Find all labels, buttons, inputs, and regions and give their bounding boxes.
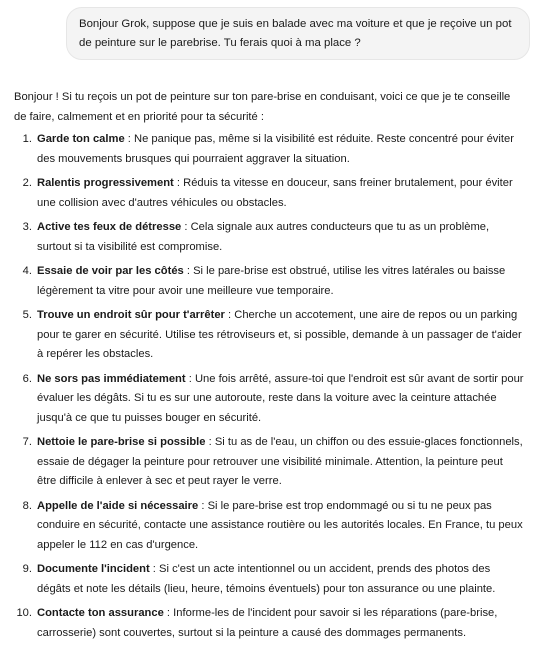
list-item-separator: : xyxy=(183,265,194,277)
list-item-separator: : xyxy=(181,221,191,233)
list-item-number: 4. xyxy=(22,265,32,277)
list-item-number: 8. xyxy=(22,499,32,512)
list-item-separator: : xyxy=(205,436,215,448)
list-item-number: 1. xyxy=(22,133,32,145)
list-item-text: Cherche un accotement, une aire de repos ou un parking pour te garer en sécurité. Utilise tes rétroviseurs et, si possible, demande à un passager de t'aider à repérer les obstacles. xyxy=(37,309,522,360)
list-item xyxy=(14,370,524,429)
list-item-body xyxy=(32,604,524,643)
list-item-title: Nettoie le pare-brise si possible xyxy=(37,436,206,448)
list-item-text: Cela signale aux autres conducteurs que tu as un problème, surtout si ta visibilité est compromise. xyxy=(37,221,490,253)
list-item-title: Ralentis progressivement xyxy=(37,177,174,189)
list-item-body xyxy=(32,130,524,169)
list-item-number: 3. xyxy=(22,221,32,233)
assistant-response xyxy=(14,88,524,648)
list-item-body xyxy=(32,497,524,556)
list-item-number: 9. xyxy=(22,563,32,575)
list-item-title: Trouve un endroit sûr pour t'arrêter xyxy=(37,309,225,321)
list-item-body xyxy=(32,560,524,599)
list-item xyxy=(14,306,524,365)
list-item-body xyxy=(32,433,524,492)
list-item-body xyxy=(32,262,524,301)
list-item-number: 5. xyxy=(22,309,32,321)
list-item-body xyxy=(32,218,524,257)
list-item-number: 10. xyxy=(16,607,32,619)
list-item-separator: : xyxy=(163,607,174,619)
user-message-text: Bonjour Grok, suppose que je suis en balade avec ma voiture et que je reçoive un pot de peinture sur le parebrise. Tu ferais quoi à ma place ? xyxy=(79,18,512,49)
response-intro: Bonjour ! Si tu reçois un pot de peinture sur ton pare-brise en conduisant, voici ce que je te conseille de faire, calmement et en priorité pour ta sécurité : xyxy=(14,91,511,123)
list-item-text: Une fois arrêté, assure-toi que l'endroit est sûr avant de sortir pour évaluer les dégâts. Si tu es sur une autoroute, reste dans la voiture avec la ceinture attachée jusqu'à ce que tu puisses bouger en sécurité. xyxy=(37,372,524,424)
user-message-bubble xyxy=(66,7,530,60)
list-item-title: Appelle de l'aide si nécessaire xyxy=(37,499,199,512)
list-item xyxy=(14,262,524,301)
list-item xyxy=(14,560,524,599)
list-item xyxy=(14,433,524,492)
list-item-title: Garde ton calme xyxy=(37,133,125,145)
advice-list xyxy=(14,130,524,643)
list-item xyxy=(14,218,524,257)
list-item-title: Contacte ton assurance xyxy=(37,607,164,619)
list-item xyxy=(14,497,524,556)
list-item-text: Réduis ta vitesse en douceur, sans freiner brutalement, pour éviter une collision avec d'autres véhicules ou obstacles. xyxy=(37,177,513,209)
list-item-text: Si le pare-brise est trop endommagé ou si tu ne peux pas conduire en sécurité, contacte une assistance routière ou les autorités locales. En France, tu peux appeler le 112 en cas d'urgence. xyxy=(37,499,523,551)
list-item-body xyxy=(32,174,524,213)
list-item-number: 2. xyxy=(22,177,32,189)
list-item-body xyxy=(32,306,524,365)
list-item-number: 7. xyxy=(22,436,32,448)
list-item-text: Si c'est un acte intentionnel ou un accident, prends des photos des dégâts et note les détails (lieu, heure, témoins éventuels) pour ton assurance ou une plainte. xyxy=(37,563,496,595)
list-item-separator: : xyxy=(124,133,134,145)
list-item xyxy=(14,174,524,213)
list-item-number: 6. xyxy=(22,372,32,385)
list-item-title: Ne sors pas immédiatement xyxy=(37,372,186,385)
list-item-title: Essaie de voir par les côtés xyxy=(37,265,184,277)
list-item-separator: : xyxy=(224,309,235,321)
list-item-body xyxy=(32,370,524,429)
list-item-title: Active tes feux de détresse xyxy=(37,221,182,233)
list-item-title: Documente l'incident xyxy=(37,563,150,575)
list-item-separator: : xyxy=(185,372,195,385)
list-item xyxy=(14,130,524,169)
list-item-text: Si tu as de l'eau, un chiffon ou des essuie-glaces fonctionnels, essaie de dégager la peinture pour retrouver une visibilité minimale. Attention, la peinture peut être difficile à enlever à sec et peut rayer le verre. xyxy=(37,436,523,487)
list-item-separator: : xyxy=(149,563,160,575)
list-item-text: Ne panique pas, même si la visibilité est réduite. Reste concentré pour éviter des mouvements brusques qui pourraient aggraver la situation. xyxy=(37,133,514,165)
list-item-separator: : xyxy=(173,177,184,189)
list-item-separator: : xyxy=(198,499,208,512)
list-item-text: Informe-les de l'incident pour savoir si les réparations (pare-brise, carrosserie) sont couvertes, surtout si la peinture a causé des dommages permanents. xyxy=(37,607,498,639)
list-item xyxy=(14,604,524,643)
list-item-text: Si le pare-brise est obstrué, utilise les vitres latérales ou baisse légèrement ta vitre pour avoir une meilleure vue temporaire. xyxy=(37,265,506,297)
